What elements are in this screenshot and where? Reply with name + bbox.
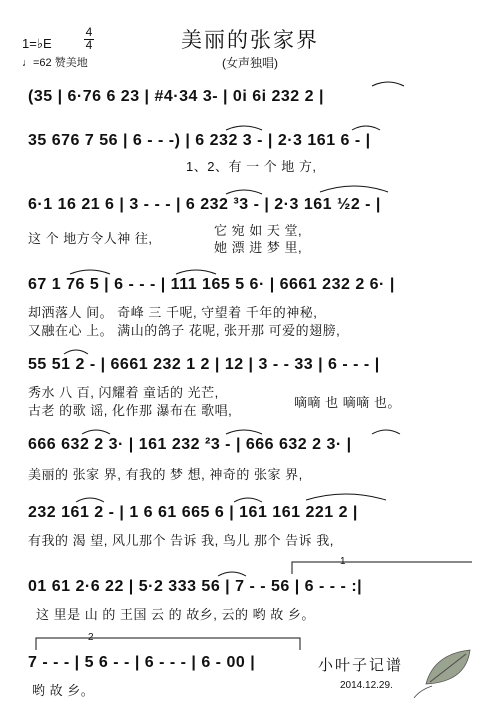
- slur: [306, 494, 386, 500]
- slur: [372, 82, 404, 86]
- slur: [226, 190, 262, 194]
- slur: [320, 186, 388, 192]
- leaf-ornament: [414, 650, 470, 698]
- notation-row-9: 7 - - - | 5 6 - - | 6 - - - | 6 - 00 |: [28, 654, 256, 671]
- slur: [176, 270, 216, 274]
- volta-second-label: 2: [88, 632, 94, 643]
- slur: [226, 126, 262, 130]
- lyric-row-4-a: 却洒落人 间。 奇峰 三 千呢, 守望着 千年的神秘,: [28, 305, 318, 320]
- lyric-row-4-b: 又融在心 上。 满山的鸽子 花呢, 张开那 可爱的翅膀,: [28, 323, 341, 338]
- volta-second-bracket: [36, 638, 300, 650]
- song-subtitle: (女声独唱): [222, 56, 278, 70]
- volta-first-label: 1: [340, 556, 346, 567]
- notation-row-5: 55 51 2 - | 6661 232 1 2 | 12 | 3 - - 33 | 6 - - - |: [28, 356, 380, 373]
- slur: [226, 430, 262, 434]
- lyric-row-3-b: 它 宛 如 天 堂,: [214, 223, 303, 238]
- slur: [76, 498, 104, 502]
- lyric-row-5-a: 秀水 八 百, 闪耀着 童话的 光芒,: [28, 385, 219, 400]
- lyric-row-5-c: 嘀嘀 也 嘀嘀 也。: [294, 395, 401, 410]
- lyric-row-3-a: 这 个 地方令人神 往,: [28, 231, 153, 246]
- notation-row-4: 67 1 76 5 | 6 - - - | 111 165 5 6· | 6661 232 2 6· |: [28, 276, 395, 293]
- tempo-marking: ♩=62 赞美地: [22, 57, 88, 69]
- lyric-row-9: 哟 故 乡。: [32, 683, 95, 698]
- lyric-row-3-c: 她 漂 进 梦 里,: [214, 240, 303, 255]
- time-signature-bottom: 4: [85, 38, 93, 52]
- slur: [218, 572, 246, 576]
- transcriber-signature: 小叶子记谱: [318, 656, 404, 674]
- notation-row-6: 666 632 2 3· | 161 232 ²3 - | 666 632 2 3· |: [28, 436, 352, 453]
- slur: [70, 270, 110, 274]
- lyric-row-7: 有我的 渴 望, 风儿那个 告诉 我, 鸟儿 那个 告诉 我,: [28, 533, 334, 548]
- slur: [82, 430, 110, 434]
- slur: [372, 430, 400, 434]
- notation-row-3: 6·1 16 21 6 | 3 - - - | 6 232 ³3 - | 2·3 161 ½2 - |: [28, 196, 381, 213]
- notation-row-2: 35 676 7 56 | 6 - - -) | 6 232 3 - | 2·3 161 6 - |: [28, 132, 371, 149]
- volta-first-bracket: [292, 562, 472, 574]
- time-signature-top: 4: [85, 25, 93, 39]
- notation-row-1: (35 | 6·76 6 23 | #4·34 3- | 0i 6i 232 2 |: [28, 88, 324, 105]
- notation-row-7: 232 161 2 - | 1 6 61 665 6 | 161 161 221 2 |: [28, 504, 358, 521]
- lyric-row-8: 这 里是 山 的 王国 云 的 故乡, 云的 哟 故 乡。: [36, 607, 315, 622]
- lyric-row-6: 美丽的 张家 界, 有我的 梦 想, 神奇的 张家 界,: [28, 467, 303, 482]
- slur: [234, 498, 262, 502]
- key-signature: 1=♭E: [22, 36, 52, 51]
- slur: [352, 126, 380, 130]
- notation-row-8: 01 61 2·6 22 | 5·2 333 56 | 7 - - 56 | 6 - - - :|: [28, 578, 363, 595]
- slur: [64, 350, 88, 354]
- lyric-row-5-b: 古老 的歌 谣, 化作那 瀑布在 歌唱,: [28, 403, 233, 418]
- song-title: 美丽的张家界: [181, 28, 319, 52]
- transcription-date: 2014.12.29.: [340, 680, 393, 691]
- lyric-row-2: 1、2、有 一 个 地 方,: [186, 159, 317, 174]
